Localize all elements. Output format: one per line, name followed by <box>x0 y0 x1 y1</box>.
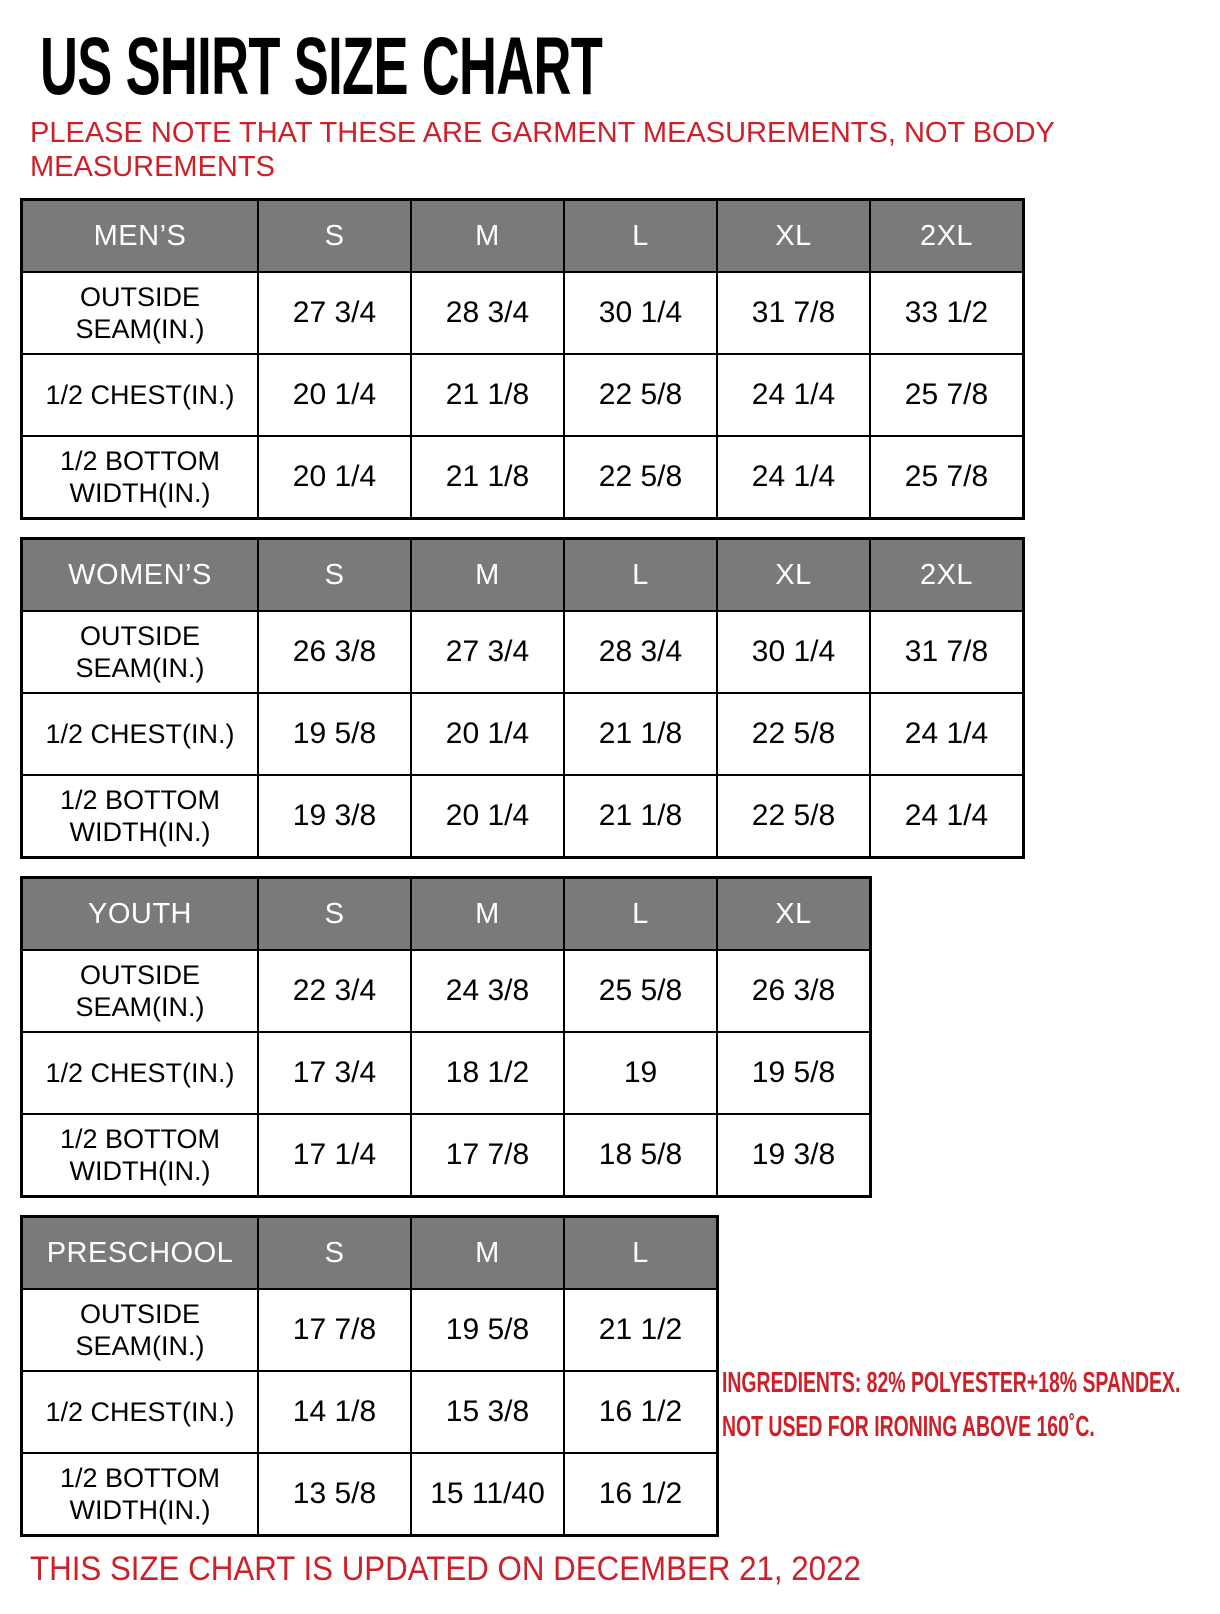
header-row <box>22 200 1024 273</box>
size-header-cell: S <box>258 878 411 951</box>
size-header-cell: M <box>411 878 564 951</box>
value-cell: 18 1/2 <box>411 1032 564 1114</box>
value-cell: 17 7/8 <box>411 1114 564 1197</box>
value-cell: 19 5/8 <box>411 1289 564 1371</box>
header-row <box>22 878 871 951</box>
table-row <box>22 611 1024 693</box>
value-cell: 21 1/8 <box>411 436 564 519</box>
update-date-note: THIS SIZE CHART IS UPDATED ON DECEMBER 21, 2022 <box>30 1550 861 1588</box>
value-cell: 20 1/4 <box>258 436 411 519</box>
value-cell: 24 1/4 <box>717 354 870 436</box>
value-cell: 27 3/4 <box>258 272 411 354</box>
garment-measurement-note: PLEASE NOTE THAT THESE ARE GARMENT MEASUREMENTS, NOT BODY MEASUREMENTS <box>30 117 1055 183</box>
size-header-cell: L <box>564 1217 718 1290</box>
value-cell: 15 3/8 <box>411 1371 564 1453</box>
size-header-cell: S <box>258 539 411 612</box>
ingredients-line-2: NOT USED FOR IRONING ABOVE 160˚C. <box>722 1411 1095 1443</box>
value-cell: 22 5/8 <box>564 354 717 436</box>
value-cell: 19 5/8 <box>258 693 411 775</box>
value-cell: 13 5/8 <box>258 1453 411 1536</box>
row-label-cell: 1/2 CHEST(IN.) <box>22 1371 259 1453</box>
size-table-womens <box>20 537 1025 859</box>
value-cell: 21 1/8 <box>411 354 564 436</box>
row-label-cell: 1/2 CHEST(IN.) <box>22 1032 259 1114</box>
row-label-cell: 1/2 BOTTOM WIDTH(IN.) <box>22 436 259 519</box>
group-header-youth: YOUTH <box>22 878 259 951</box>
row-label-cell: 1/2 BOTTOM WIDTH(IN.) <box>22 775 259 858</box>
table-row <box>22 1114 871 1197</box>
size-header-cell: S <box>258 1217 411 1290</box>
size-header-cell: L <box>564 539 717 612</box>
table-row <box>22 436 1024 519</box>
value-cell: 21 1/8 <box>564 693 717 775</box>
table-row <box>22 272 1024 354</box>
ingredients-line-1: INGREDIENTS: 82% POLYESTER+18% SPANDEX. <box>722 1367 1181 1399</box>
table-row <box>22 354 1024 436</box>
size-header-cell: L <box>564 878 717 951</box>
size-table-mens <box>20 198 1025 520</box>
size-header-cell: XL <box>717 200 870 273</box>
header-row <box>22 1217 718 1290</box>
row-label-cell: OUTSIDE SEAM(IN.) <box>22 272 259 354</box>
value-cell: 24 3/8 <box>411 950 564 1032</box>
table-row <box>22 1032 871 1114</box>
value-cell: 18 5/8 <box>564 1114 717 1197</box>
value-cell: 19 3/8 <box>717 1114 871 1197</box>
value-cell: 16 1/2 <box>564 1453 718 1536</box>
row-label-cell: 1/2 CHEST(IN.) <box>22 693 259 775</box>
size-header-cell: 2XL <box>870 539 1024 612</box>
value-cell: 14 1/8 <box>258 1371 411 1453</box>
value-cell: 24 1/4 <box>870 775 1024 858</box>
value-cell: 25 5/8 <box>564 950 717 1032</box>
header-row <box>22 539 1024 612</box>
value-cell: 19 <box>564 1032 717 1114</box>
size-header-cell: M <box>411 539 564 612</box>
value-cell: 21 1/8 <box>564 775 717 858</box>
value-cell: 15 11/40 <box>411 1453 564 1536</box>
value-cell: 22 5/8 <box>717 775 870 858</box>
ingredients-note <box>722 1361 1180 1449</box>
value-cell: 24 1/4 <box>717 436 870 519</box>
value-cell: 20 1/4 <box>258 354 411 436</box>
value-cell: 21 1/2 <box>564 1289 718 1371</box>
size-header-cell: XL <box>717 539 870 612</box>
value-cell: 25 7/8 <box>870 354 1024 436</box>
value-cell: 31 7/8 <box>717 272 870 354</box>
table-row <box>22 693 1024 775</box>
group-header-preschool: PRESCHOOL <box>22 1217 259 1290</box>
value-cell: 25 7/8 <box>870 436 1024 519</box>
table-row <box>22 1453 718 1536</box>
table-row <box>22 950 871 1032</box>
size-header-cell: M <box>411 200 564 273</box>
value-cell: 33 1/2 <box>870 272 1024 354</box>
group-header-womens: WOMEN’S <box>22 539 259 612</box>
size-header-cell: L <box>564 200 717 273</box>
table-row <box>22 1371 718 1453</box>
row-label-cell: 1/2 BOTTOM WIDTH(IN.) <box>22 1114 259 1197</box>
size-table-youth <box>20 876 872 1198</box>
row-label-cell: OUTSIDE SEAM(IN.) <box>22 1289 259 1371</box>
page-title <box>0 0 1220 112</box>
value-cell: 17 3/4 <box>258 1032 411 1114</box>
value-cell: 30 1/4 <box>717 611 870 693</box>
size-header-cell: 2XL <box>870 200 1024 273</box>
value-cell: 19 3/8 <box>258 775 411 858</box>
size-header-cell: M <box>411 1217 564 1290</box>
value-cell: 20 1/4 <box>411 775 564 858</box>
value-cell: 22 3/4 <box>258 950 411 1032</box>
table-row <box>22 775 1024 858</box>
value-cell: 19 5/8 <box>717 1032 871 1114</box>
value-cell: 22 5/8 <box>564 436 717 519</box>
value-cell: 28 3/4 <box>564 611 717 693</box>
value-cell: 17 1/4 <box>258 1114 411 1197</box>
value-cell: 24 1/4 <box>870 693 1024 775</box>
value-cell: 20 1/4 <box>411 693 564 775</box>
size-tables-container <box>20 198 1220 1537</box>
value-cell: 26 3/8 <box>258 611 411 693</box>
row-label-cell: OUTSIDE SEAM(IN.) <box>22 611 259 693</box>
group-header-mens: MEN’S <box>22 200 259 273</box>
size-header-cell: XL <box>717 878 871 951</box>
value-cell: 30 1/4 <box>564 272 717 354</box>
value-cell: 17 7/8 <box>258 1289 411 1371</box>
value-cell: 16 1/2 <box>564 1371 718 1453</box>
value-cell: 26 3/8 <box>717 950 871 1032</box>
size-table-preschool <box>20 1215 719 1537</box>
row-label-cell: OUTSIDE SEAM(IN.) <box>22 950 259 1032</box>
size-header-cell: S <box>258 200 411 273</box>
page-title-text: US SHIRT SIZE CHART <box>40 21 603 112</box>
value-cell: 31 7/8 <box>870 611 1024 693</box>
value-cell: 22 5/8 <box>717 693 870 775</box>
row-label-cell: 1/2 CHEST(IN.) <box>22 354 259 436</box>
value-cell: 28 3/4 <box>411 272 564 354</box>
value-cell: 27 3/4 <box>411 611 564 693</box>
table-row <box>22 1289 718 1371</box>
row-label-cell: 1/2 BOTTOM WIDTH(IN.) <box>22 1453 259 1536</box>
